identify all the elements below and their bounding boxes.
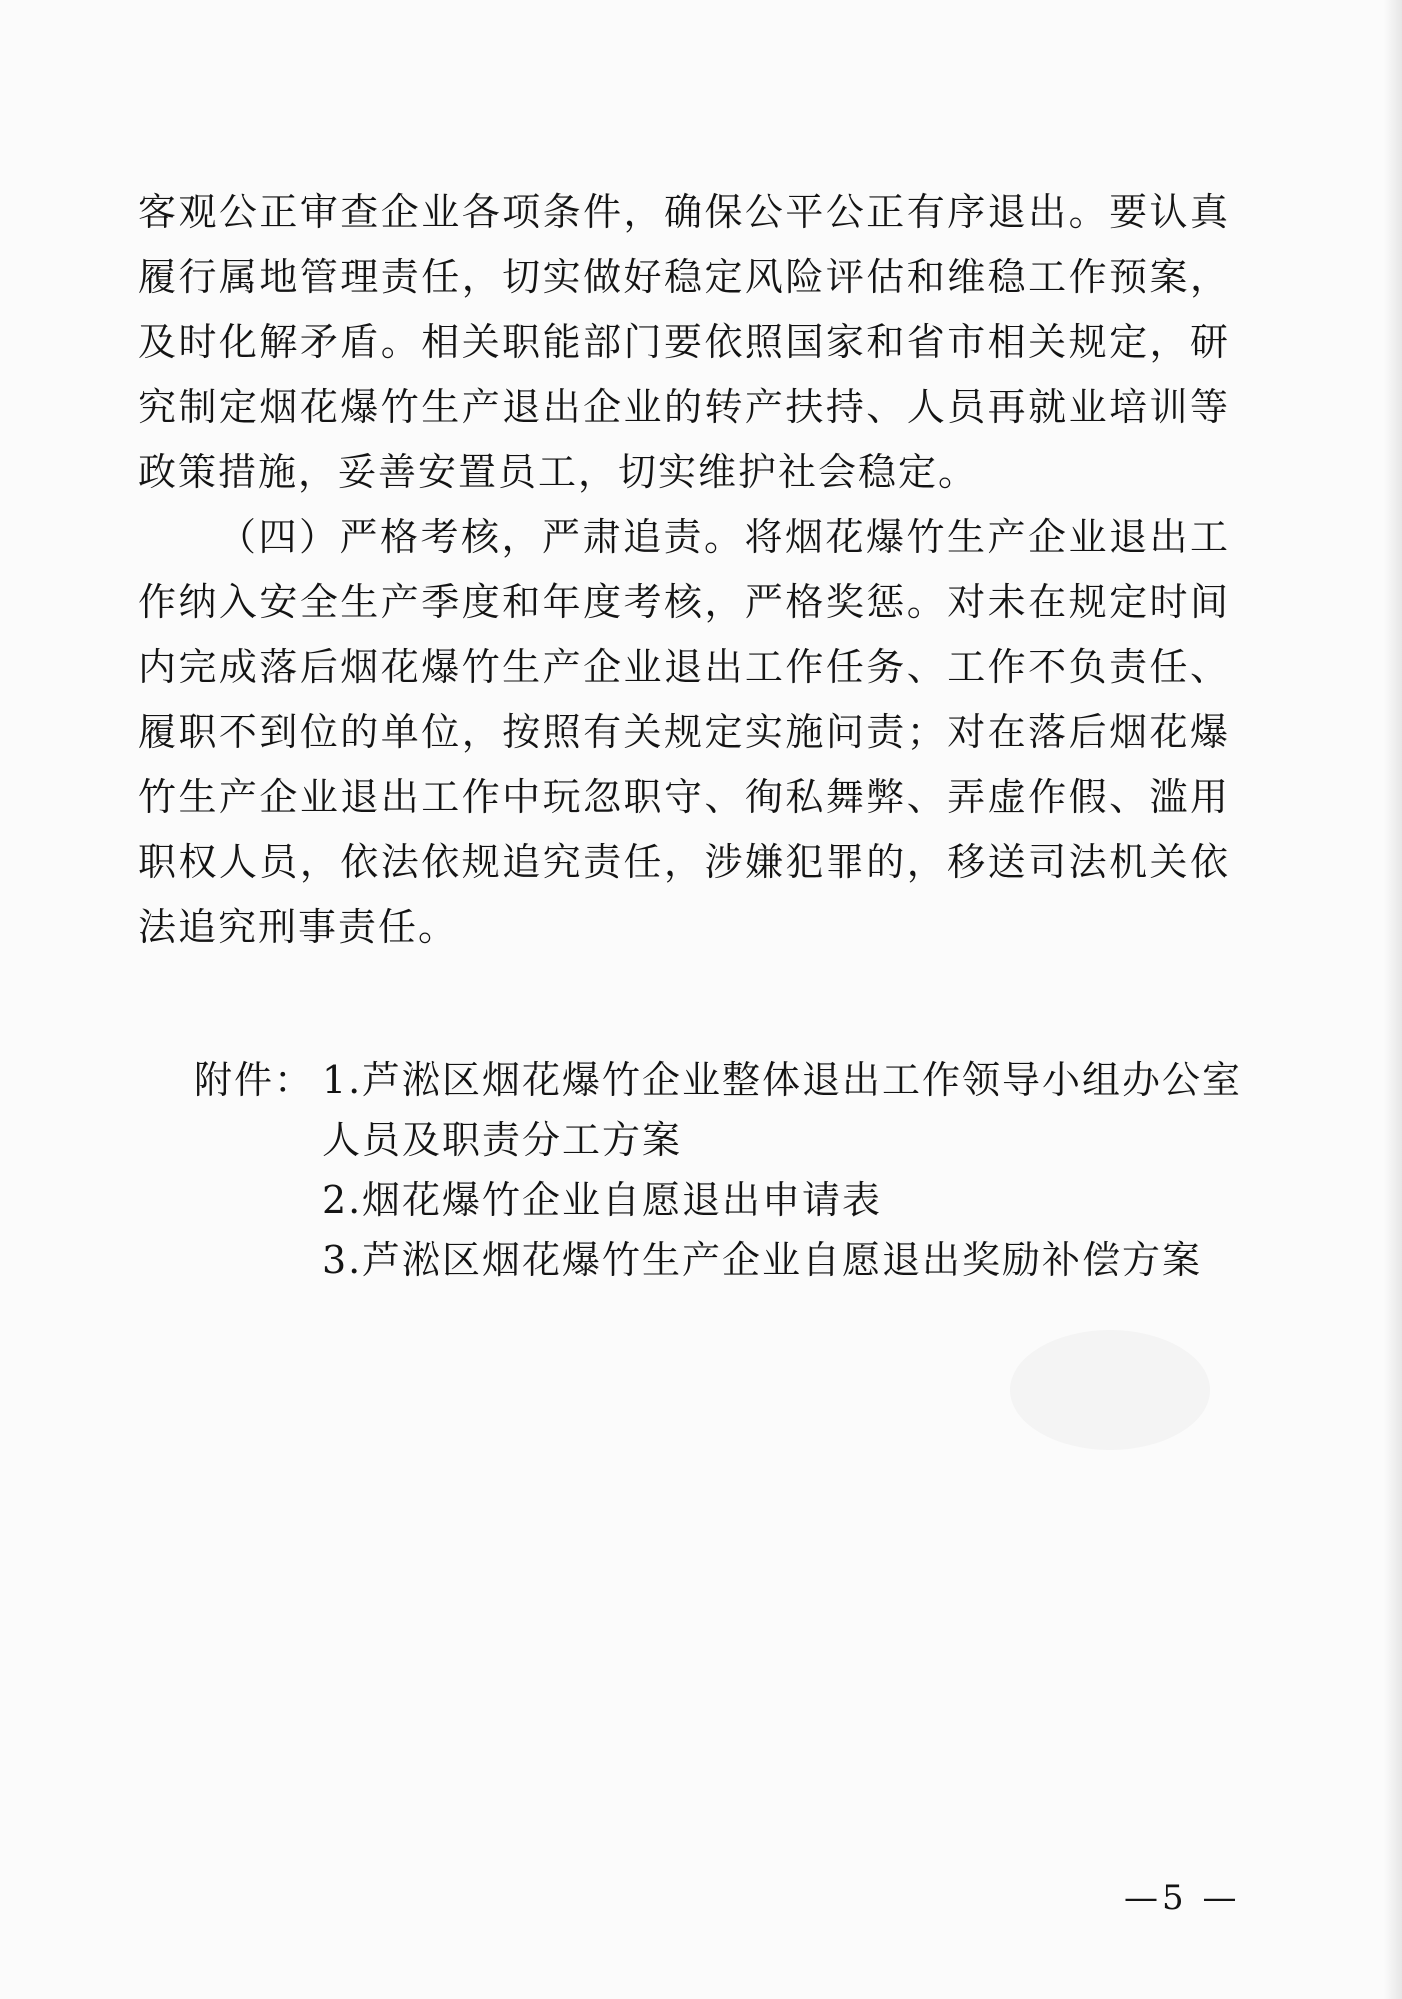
paragraph-continuation: 客观公正审查企业各项条件，确保公平公正有序退出。要认真履行属地管理责任，切实做好稳定风险评估和维稳工作预案，及时化解矛盾。相关职能部门要依照国家和省市相关规定，研究制定烟花爆竹生产退出企业的转产扶持、人员再就业培训等政策措施，妥善安置员工，切实维护社会稳定。 (138, 190, 1230, 494)
page-edge-shadow (1384, 0, 1402, 1999)
attachment-item-1-continued (138, 1110, 1230, 1170)
attachment-label: 附件： (194, 1058, 315, 1102)
attachment-number: 2. (322, 1178, 363, 1222)
attachment-title: 芦淞区烟花爆竹生产企业自愿退出奖励补偿方案 (362, 1238, 1203, 1282)
attachment-list (138, 1050, 1243, 1290)
page-number: —5 — (1124, 1878, 1241, 1918)
attachment-item-2 (138, 1170, 1230, 1230)
attachment-title: 烟花爆竹企业自愿退出申请表 (362, 1178, 883, 1222)
attachment-number: 1. (322, 1058, 363, 1102)
attachment-title-continued: 人员及职责分工方案 (322, 1118, 683, 1162)
body-text (138, 180, 1230, 960)
paper-stain (1010, 1330, 1210, 1450)
attachment-number: 3. (322, 1238, 363, 1282)
attachment-item-3 (138, 1230, 1230, 1290)
paragraph-section-four: （四）严格考核，严肃追责。将烟花爆竹生产企业退出工作纳入安全生产季度和年度考核，严格奖惩。对未在规定时间内完成落后烟花爆竹生产企业退出工作任务、工作不负责任、履职不到位的单位，按照有关规定实施问责；对在落后烟花爆竹生产企业退出工作中玩忽职守、徇私舞弊、弄虚作假、滥用职权人员，依法依规追究责任，涉嫌犯罪的，移送司法机关依法追究刑事责任。 (138, 515, 1230, 949)
attachment-title: 芦淞区烟花爆竹企业整体退出工作领导小组办公室 (362, 1058, 1243, 1102)
attachment-item-1 (138, 1050, 1243, 1110)
